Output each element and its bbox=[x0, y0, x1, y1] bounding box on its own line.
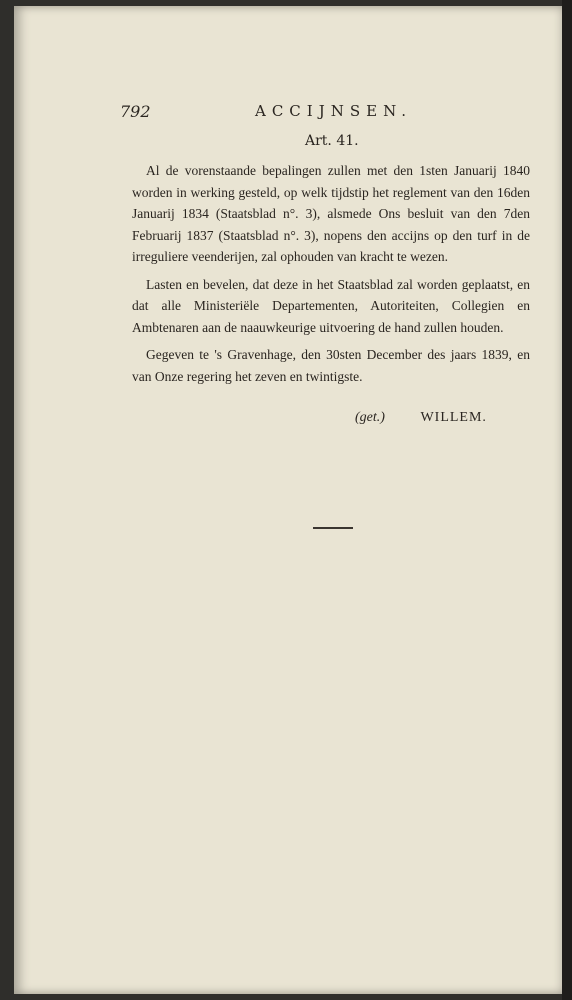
signature-line bbox=[355, 410, 505, 426]
book-page bbox=[14, 6, 564, 994]
end-rule-divider bbox=[313, 527, 353, 529]
running-head: ACCIJNSEN. bbox=[255, 102, 413, 120]
signature-name: WILLEM. bbox=[420, 410, 487, 425]
signature-label: (get.) bbox=[355, 410, 385, 425]
page-number: 792 bbox=[120, 102, 151, 121]
paragraph-2: Lasten en bevelen, dat deze in het Staatsblad zal worden geplaatst, en dat alle Ministeriële Departementen, Autoriteiten, Collegien en Ambtenaren aan de naauwkeurige uitvoering de hand zullen houden. bbox=[132, 276, 530, 335]
article-heading: Art. 41. bbox=[305, 133, 359, 149]
paragraph-3: Gegeven te 's Gravenhage, den 30sten December des jaars 1839, en van Onze regering het zeven en twintigste. bbox=[132, 347, 530, 384]
article-body bbox=[132, 160, 530, 393]
paragraph-1: Al de vorenstaande bepalingen zullen met den 1sten Januarij 1840 worden in werking gesteld, op welk tijdstip het reglement van den 16den Januarij 1834 (Staatsblad n°. 3), alsmede Ons besluit van den 7den Februarij 1837 (Staatsblad n°. 3), nopens den accijns op den turf in de irreguliere veenderijen, zal ophouden van kracht te wezen. bbox=[132, 163, 530, 264]
page-edge bbox=[562, 0, 572, 1000]
page-header bbox=[120, 100, 420, 124]
